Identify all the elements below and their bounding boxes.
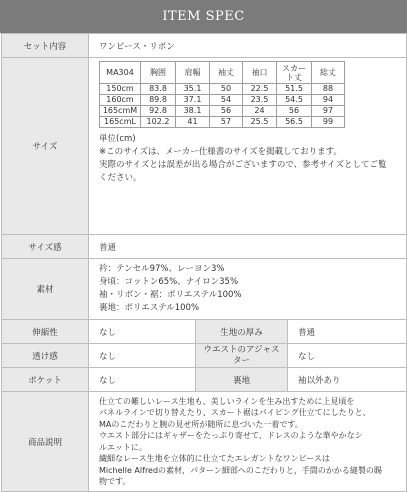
size-cell-value: 22.5 bbox=[243, 84, 277, 95]
thickness-label: 生地の厚み bbox=[196, 320, 288, 344]
description-line: 物です。 bbox=[99, 477, 131, 486]
description-line: ルエットに。 bbox=[99, 442, 147, 452]
size-cell-value: 54.5 bbox=[277, 95, 312, 106]
material-label: 素材 bbox=[2, 259, 89, 320]
size-table-header bbox=[100, 62, 345, 84]
size-col-header: 総丈 bbox=[312, 62, 345, 84]
sheer-value: なし bbox=[89, 344, 196, 368]
size-cell-value: 92.8 bbox=[141, 106, 176, 117]
set-contents-value: ワンピース・リボン bbox=[89, 34, 407, 58]
stretch-value: なし bbox=[89, 320, 196, 344]
size-label: サイズ bbox=[2, 58, 89, 235]
size-col-header: MA304 bbox=[100, 62, 141, 84]
size-row-label: 160cm bbox=[100, 95, 141, 106]
size-cell-value: 99 bbox=[312, 117, 345, 128]
size-row-label: 165cmL bbox=[100, 117, 141, 128]
size-cell-value: 88 bbox=[312, 84, 345, 95]
row-stretch-thickness bbox=[2, 320, 407, 344]
size-row-label: 165cmM bbox=[100, 106, 141, 117]
size-cell-value: 89.8 bbox=[141, 95, 176, 106]
size-notes bbox=[99, 133, 406, 188]
thickness-value: 普通 bbox=[288, 320, 407, 344]
set-contents-label: セット内容 bbox=[2, 34, 89, 58]
description-label: 商品説明 bbox=[2, 392, 89, 492]
description-line: ウエスト部分にはギャザーをたっぷり寄せて、ドレスのような華やかなシ bbox=[99, 431, 363, 440]
size-cell-value: 83.8 bbox=[141, 84, 176, 95]
size-cell-value: 56.5 bbox=[277, 117, 312, 128]
size-cell-value: 50 bbox=[210, 84, 243, 95]
spec-table bbox=[1, 33, 407, 492]
row-set-contents bbox=[2, 34, 407, 58]
material-line: 裏地：ポリエステル100% bbox=[99, 303, 200, 313]
row-material bbox=[2, 259, 407, 320]
pocket-value: なし bbox=[89, 368, 196, 392]
size-col-header: 袖丈 bbox=[210, 62, 243, 84]
size-row bbox=[100, 117, 345, 128]
description-line: 仕立ての難しいレース生地も、美しいラインを生み出すために上見頃を bbox=[99, 396, 355, 406]
material-value bbox=[89, 259, 407, 320]
size-cell-value: 54 bbox=[210, 95, 243, 106]
sheer-label: 透け感 bbox=[2, 344, 89, 368]
material-line: 袖・リボン・裾：ポリエステル100% bbox=[99, 290, 242, 300]
size-col-header: スカート丈 bbox=[277, 62, 312, 84]
lining-label: 裏地 bbox=[196, 368, 288, 392]
size-cell-value: 56 bbox=[210, 106, 243, 117]
pocket-label: ポケット bbox=[2, 368, 89, 392]
size-row bbox=[100, 95, 345, 106]
row-fit bbox=[2, 235, 407, 259]
row-description bbox=[2, 392, 407, 492]
description-value bbox=[89, 392, 407, 492]
size-row-label: 150cm bbox=[100, 84, 141, 95]
size-cell bbox=[89, 58, 407, 235]
size-cell-value: 94 bbox=[312, 95, 345, 106]
material-line: 身頃：コットン65%、ナイロン35% bbox=[99, 277, 239, 287]
stretch-label: 伸縮性 bbox=[2, 320, 89, 344]
description-line: 繊細なレース生地を立体的に仕立てたエレガントなワンピースは bbox=[99, 454, 330, 463]
size-cell-value: 37.1 bbox=[176, 95, 210, 106]
row-pocket-lining bbox=[2, 368, 407, 392]
size-cell-value: 38.1 bbox=[176, 106, 210, 117]
size-row bbox=[100, 106, 345, 117]
lining-value: 袖以外あり bbox=[288, 368, 407, 392]
size-note-line: ください。 bbox=[99, 173, 142, 183]
size-cell-value: 51.5 bbox=[277, 84, 312, 95]
size-table bbox=[99, 61, 345, 128]
row-size bbox=[2, 58, 407, 235]
size-cell-value: 23.5 bbox=[243, 95, 277, 106]
size-cell-value: 97 bbox=[312, 106, 345, 117]
adjuster-label: ウエストのアジャスター bbox=[196, 344, 288, 368]
size-cell-value: 35.1 bbox=[176, 84, 210, 95]
size-unit: 単位(cm) bbox=[99, 134, 136, 144]
fit-label: サイズ感 bbox=[2, 235, 89, 259]
description-line: パネルラインで切り替えたり、スカート裾はパイピング仕立てにしたりと、 bbox=[99, 408, 371, 417]
size-cell-value: 57 bbox=[210, 117, 243, 128]
adjuster-value: なし bbox=[288, 344, 407, 368]
size-col-header: 袖口 bbox=[243, 62, 277, 84]
size-row bbox=[100, 84, 345, 95]
size-cell-value: 56 bbox=[277, 106, 312, 117]
row-sheer-adjuster bbox=[2, 344, 407, 368]
description-line: MAのこだわりと腕の見せ所が随所に息づいた一着です。 bbox=[99, 419, 303, 429]
material-line: 衿：テンセル97%、レーヨン3% bbox=[99, 264, 225, 274]
fit-value: 普通 bbox=[89, 235, 407, 259]
size-cell-value: 25.5 bbox=[243, 117, 277, 128]
size-note-line: ※このサイズは、メーカー仕様書のサイズを掲載しております。 bbox=[99, 147, 342, 157]
item-spec-header: ITEM SPEC bbox=[0, 0, 407, 33]
size-note-line: 実際のサイズとは誤差が出る場合がございますので、参考サイズとしてご覧 bbox=[99, 160, 387, 170]
size-cell-value: 24 bbox=[243, 106, 277, 117]
size-cell-value: 102.2 bbox=[141, 117, 176, 128]
description-line: Michelle Alfredの素材，パターン細部へのこだわりと，手間のかかる縫製の賜 bbox=[99, 465, 382, 475]
size-col-header: 胸囲 bbox=[141, 62, 176, 84]
size-col-header: 肩幅 bbox=[176, 62, 210, 84]
size-cell-value: 41 bbox=[176, 117, 210, 128]
